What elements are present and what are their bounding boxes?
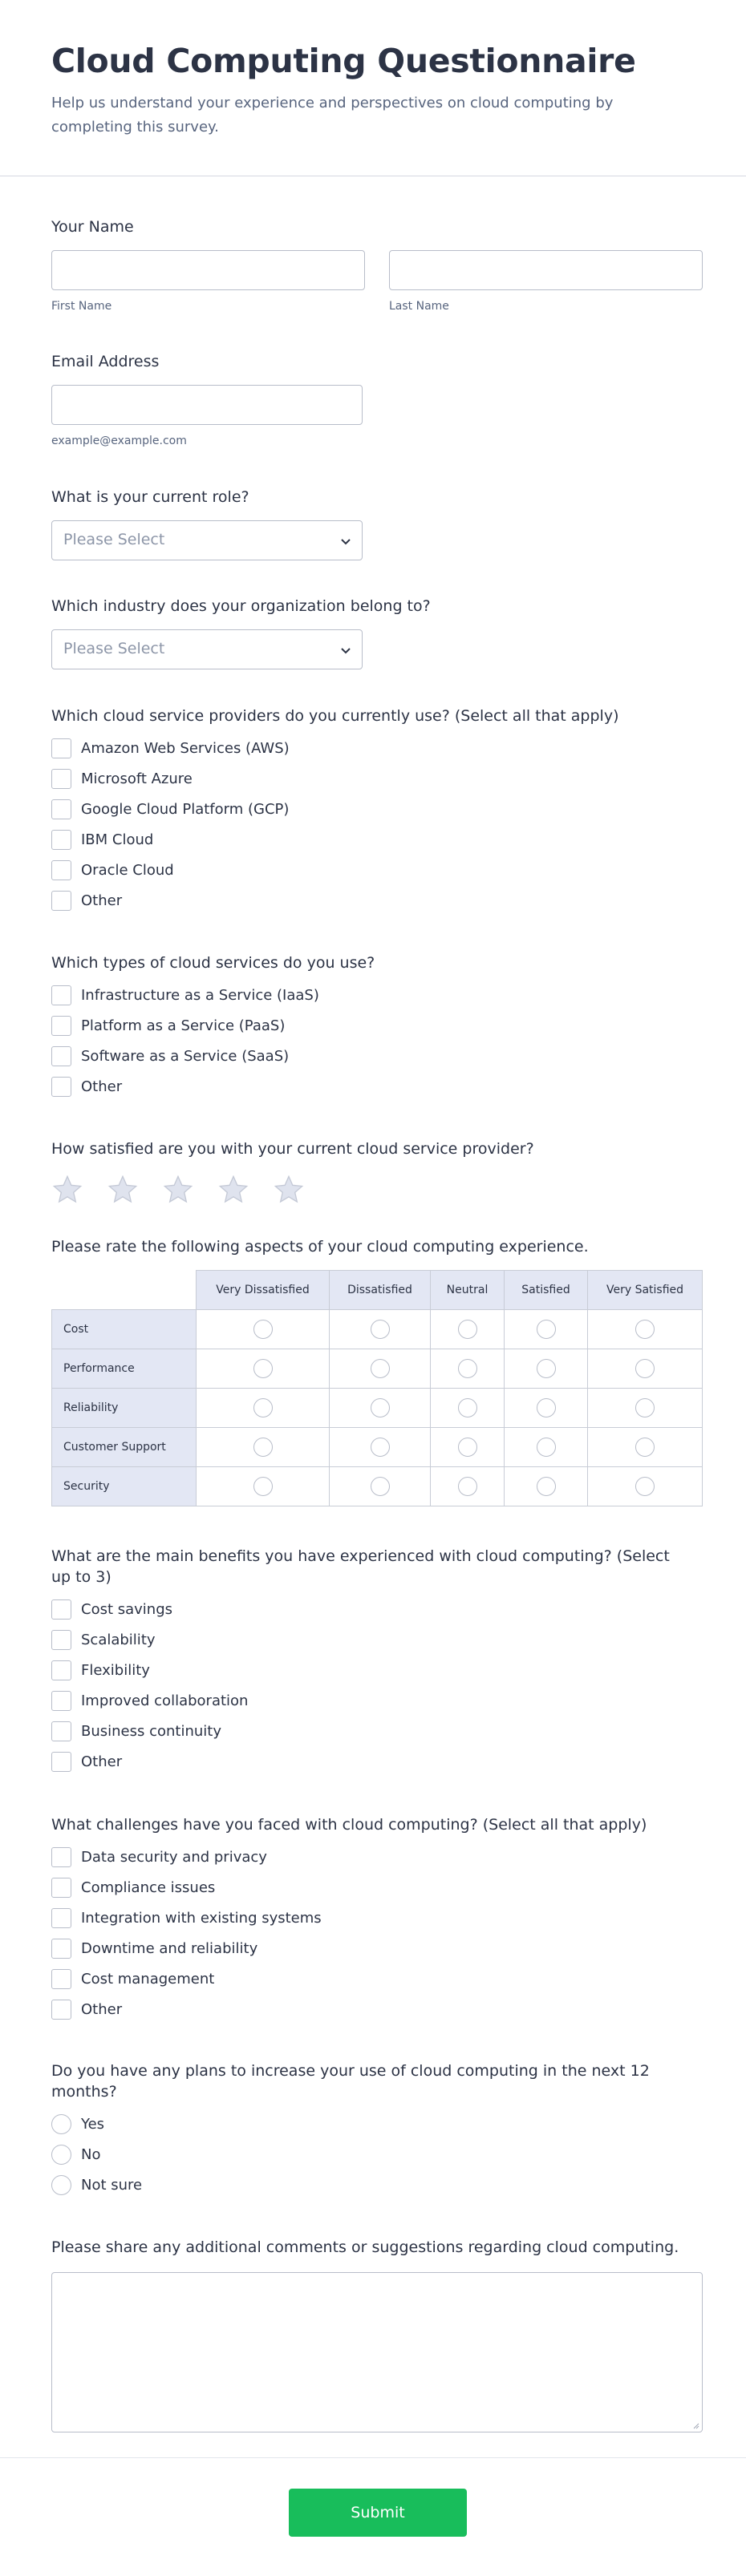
checkbox[interactable]	[51, 1599, 71, 1620]
matrix-radio[interactable]	[458, 1359, 477, 1378]
matrix-radio[interactable]	[371, 1398, 390, 1417]
benefit-option[interactable]: Scalability	[51, 1624, 703, 1655]
matrix-corner	[52, 1271, 197, 1310]
provider-option-azure[interactable]: Microsoft Azure	[51, 763, 703, 794]
provider-option-oracle[interactable]: Oracle Cloud	[51, 855, 703, 885]
satisfaction-field	[51, 1138, 703, 1206]
matrix-radio[interactable]	[458, 1438, 477, 1457]
role-label: What is your current role?	[51, 488, 249, 506]
star-icon[interactable]	[273, 1174, 305, 1206]
challenge-option[interactable]: Downtime and reliability	[51, 1933, 703, 1963]
checkbox[interactable]	[51, 769, 71, 789]
industry-label: Which industry does your organization belong to?	[51, 597, 431, 615]
checkbox[interactable]	[51, 860, 71, 880]
checkbox[interactable]	[51, 1752, 71, 1772]
matrix-col-header: Very Satisfied	[588, 1271, 703, 1310]
matrix-row-label: Security	[52, 1467, 197, 1506]
matrix-label: Please rate the following aspects of your cloud computing experience.	[51, 1238, 589, 1256]
submit-button[interactable]: Submit	[289, 2489, 467, 2537]
satisfaction-label: How satisfied are you with your current cloud service provider?	[51, 1140, 534, 1158]
form-title: Cloud Computing Questionnaire	[51, 42, 636, 80]
name-field	[51, 216, 703, 313]
matrix-row	[52, 1310, 703, 1349]
challenges-label: What challenges have you faced with cloud computing? (Select all that apply)	[51, 1816, 647, 1834]
matrix-row	[52, 1428, 703, 1467]
providers-label: Which cloud service providers do you currently use? (Select all that apply)	[51, 707, 619, 725]
matrix-row	[52, 1389, 703, 1428]
star-icon[interactable]	[107, 1174, 139, 1206]
provider-option-other[interactable]: Other	[51, 885, 703, 916]
plan-option-no[interactable]: No	[51, 2139, 703, 2170]
checkbox[interactable]	[51, 1969, 71, 1989]
service-option-other[interactable]: Other	[51, 1071, 703, 1102]
matrix-radio[interactable]	[635, 1398, 655, 1417]
service-option-iaas[interactable]: Infrastructure as a Service (IaaS)	[51, 980, 703, 1010]
matrix-radio[interactable]	[371, 1438, 390, 1457]
checkbox[interactable]	[51, 1847, 71, 1867]
matrix-radio[interactable]	[371, 1320, 390, 1339]
benefits-label: What are the main benefits you have experienced with cloud computing? (Select up to 3)	[51, 1547, 670, 1586]
industry-field	[51, 596, 703, 669]
email-input[interactable]	[51, 385, 363, 425]
checkbox[interactable]	[51, 985, 71, 1005]
providers-field	[51, 706, 703, 916]
name-label: Your Name	[51, 218, 134, 236]
checkbox[interactable]	[51, 738, 71, 758]
radio[interactable]	[51, 2114, 71, 2134]
chevron-down-icon	[339, 644, 352, 657]
matrix-radio[interactable]	[253, 1359, 273, 1378]
checkbox[interactable]	[51, 799, 71, 819]
email-sublabel: example@example.com	[51, 435, 187, 447]
benefit-option[interactable]: Other	[51, 1746, 703, 1777]
matrix-radio[interactable]	[537, 1398, 556, 1417]
star-icon[interactable]	[51, 1174, 83, 1206]
matrix-radio[interactable]	[458, 1398, 477, 1417]
provider-option-gcp[interactable]: Google Cloud Platform (GCP)	[51, 794, 703, 824]
radio[interactable]	[51, 2145, 71, 2165]
matrix-radio[interactable]	[371, 1359, 390, 1378]
matrix-radio[interactable]	[635, 1359, 655, 1378]
challenge-option[interactable]: Compliance issues	[51, 1872, 703, 1903]
checkbox[interactable]	[51, 891, 71, 911]
industry-select[interactable]	[51, 629, 363, 669]
plan-option-not-sure[interactable]: Not sure	[51, 2170, 703, 2200]
last-name-input[interactable]	[389, 250, 703, 290]
matrix-field	[51, 1236, 703, 1506]
form-subtitle: Help us understand your experience and perspectives on cloud computing by completing this survey.	[51, 95, 614, 135]
benefits-options	[51, 1594, 703, 1777]
plans-field	[51, 2060, 703, 2200]
challenge-option[interactable]: Cost management	[51, 1963, 703, 1994]
matrix-radio[interactable]	[458, 1477, 477, 1496]
matrix-row-label: Reliability	[52, 1389, 197, 1428]
benefit-option[interactable]: Business continuity	[51, 1716, 703, 1746]
email-field	[51, 351, 703, 447]
matrix-radio[interactable]	[371, 1477, 390, 1496]
first-name-sublabel: First Name	[51, 300, 112, 313]
benefit-option[interactable]: Improved collaboration	[51, 1685, 703, 1716]
email-label: Email Address	[51, 353, 160, 370]
checkbox[interactable]	[51, 1878, 71, 1898]
checkbox[interactable]	[51, 1939, 71, 1959]
resize-grip-icon[interactable]	[691, 2421, 699, 2429]
provider-option-aws[interactable]: Amazon Web Services (AWS)	[51, 733, 703, 763]
checkbox[interactable]	[51, 830, 71, 850]
matrix-col-header: Satisfied	[505, 1271, 588, 1310]
matrix-radio[interactable]	[635, 1438, 655, 1457]
challenges-field	[51, 1814, 703, 2024]
service-option-paas[interactable]: Platform as a Service (PaaS)	[51, 1010, 703, 1041]
checkbox[interactable]	[51, 1721, 71, 1741]
matrix-radio[interactable]	[458, 1320, 477, 1339]
checkbox[interactable]	[51, 1630, 71, 1650]
challenge-option[interactable]: Data security and privacy	[51, 1842, 703, 1872]
matrix-radio[interactable]	[253, 1320, 273, 1339]
plans-label: Do you have any plans to increase your use of cloud computing in the next 12 months?	[51, 2062, 650, 2101]
service-types-options	[51, 980, 703, 1102]
checkbox[interactable]	[51, 2000, 71, 2020]
role-select[interactable]	[51, 520, 363, 560]
radio[interactable]	[51, 2175, 71, 2195]
matrix-col-header: Dissatisfied	[330, 1271, 431, 1310]
checkbox[interactable]	[51, 1660, 71, 1680]
providers-options	[51, 733, 703, 916]
matrix-row	[52, 1349, 703, 1389]
matrix-radio[interactable]	[253, 1438, 273, 1457]
star-icon[interactable]	[162, 1174, 194, 1206]
star-icon[interactable]	[217, 1174, 249, 1206]
matrix-radio[interactable]	[635, 1477, 655, 1496]
plans-options	[51, 2109, 703, 2200]
matrix-radio[interactable]	[537, 1477, 556, 1496]
matrix-row-label: Cost	[52, 1310, 197, 1349]
plan-option-yes[interactable]: Yes	[51, 2109, 703, 2139]
role-placeholder: Please Select	[63, 531, 165, 548]
rating-matrix	[51, 1270, 703, 1506]
matrix-radio[interactable]	[537, 1320, 556, 1339]
challenges-options	[51, 1842, 703, 2024]
service-option-saas[interactable]: Software as a Service (SaaS)	[51, 1041, 703, 1071]
matrix-radio[interactable]	[253, 1477, 273, 1496]
role-field	[51, 487, 703, 560]
benefits-field	[51, 1546, 703, 1777]
service-types-label: Which types of cloud services do you use?	[51, 954, 375, 972]
form-footer	[0, 2457, 746, 2576]
challenge-option[interactable]: Integration with existing systems	[51, 1903, 703, 1933]
industry-placeholder: Please Select	[63, 640, 165, 657]
matrix-radio[interactable]	[253, 1398, 273, 1417]
comments-field	[51, 2237, 703, 2432]
challenge-option[interactable]: Other	[51, 1994, 703, 2024]
matrix-radio[interactable]	[635, 1320, 655, 1339]
service-types-field	[51, 952, 703, 1102]
matrix-row	[52, 1467, 703, 1506]
checkbox[interactable]	[51, 1077, 71, 1097]
first-name-input[interactable]	[51, 250, 365, 290]
comments-label: Please share any additional comments or suggestions regarding cloud computing.	[51, 2238, 679, 2256]
chevron-down-icon	[339, 535, 352, 548]
form-header	[0, 0, 746, 176]
matrix-row-label: Performance	[52, 1349, 197, 1389]
matrix-row-label: Customer Support	[52, 1428, 197, 1467]
checkbox[interactable]	[51, 1691, 71, 1711]
checkbox[interactable]	[51, 1016, 71, 1036]
matrix-radio[interactable]	[537, 1438, 556, 1457]
checkbox[interactable]	[51, 1908, 71, 1928]
matrix-col-header: Neutral	[431, 1271, 505, 1310]
matrix-radio[interactable]	[537, 1359, 556, 1378]
matrix-col-header: Very Dissatisfied	[197, 1271, 330, 1310]
checkbox[interactable]	[51, 1046, 71, 1066]
last-name-sublabel: Last Name	[389, 300, 449, 313]
provider-option-ibm[interactable]: IBM Cloud	[51, 824, 703, 855]
star-rating	[51, 1174, 703, 1206]
comments-textarea[interactable]	[51, 2272, 703, 2432]
benefit-option[interactable]: Cost savings	[51, 1594, 703, 1624]
benefit-option[interactable]: Flexibility	[51, 1655, 703, 1685]
